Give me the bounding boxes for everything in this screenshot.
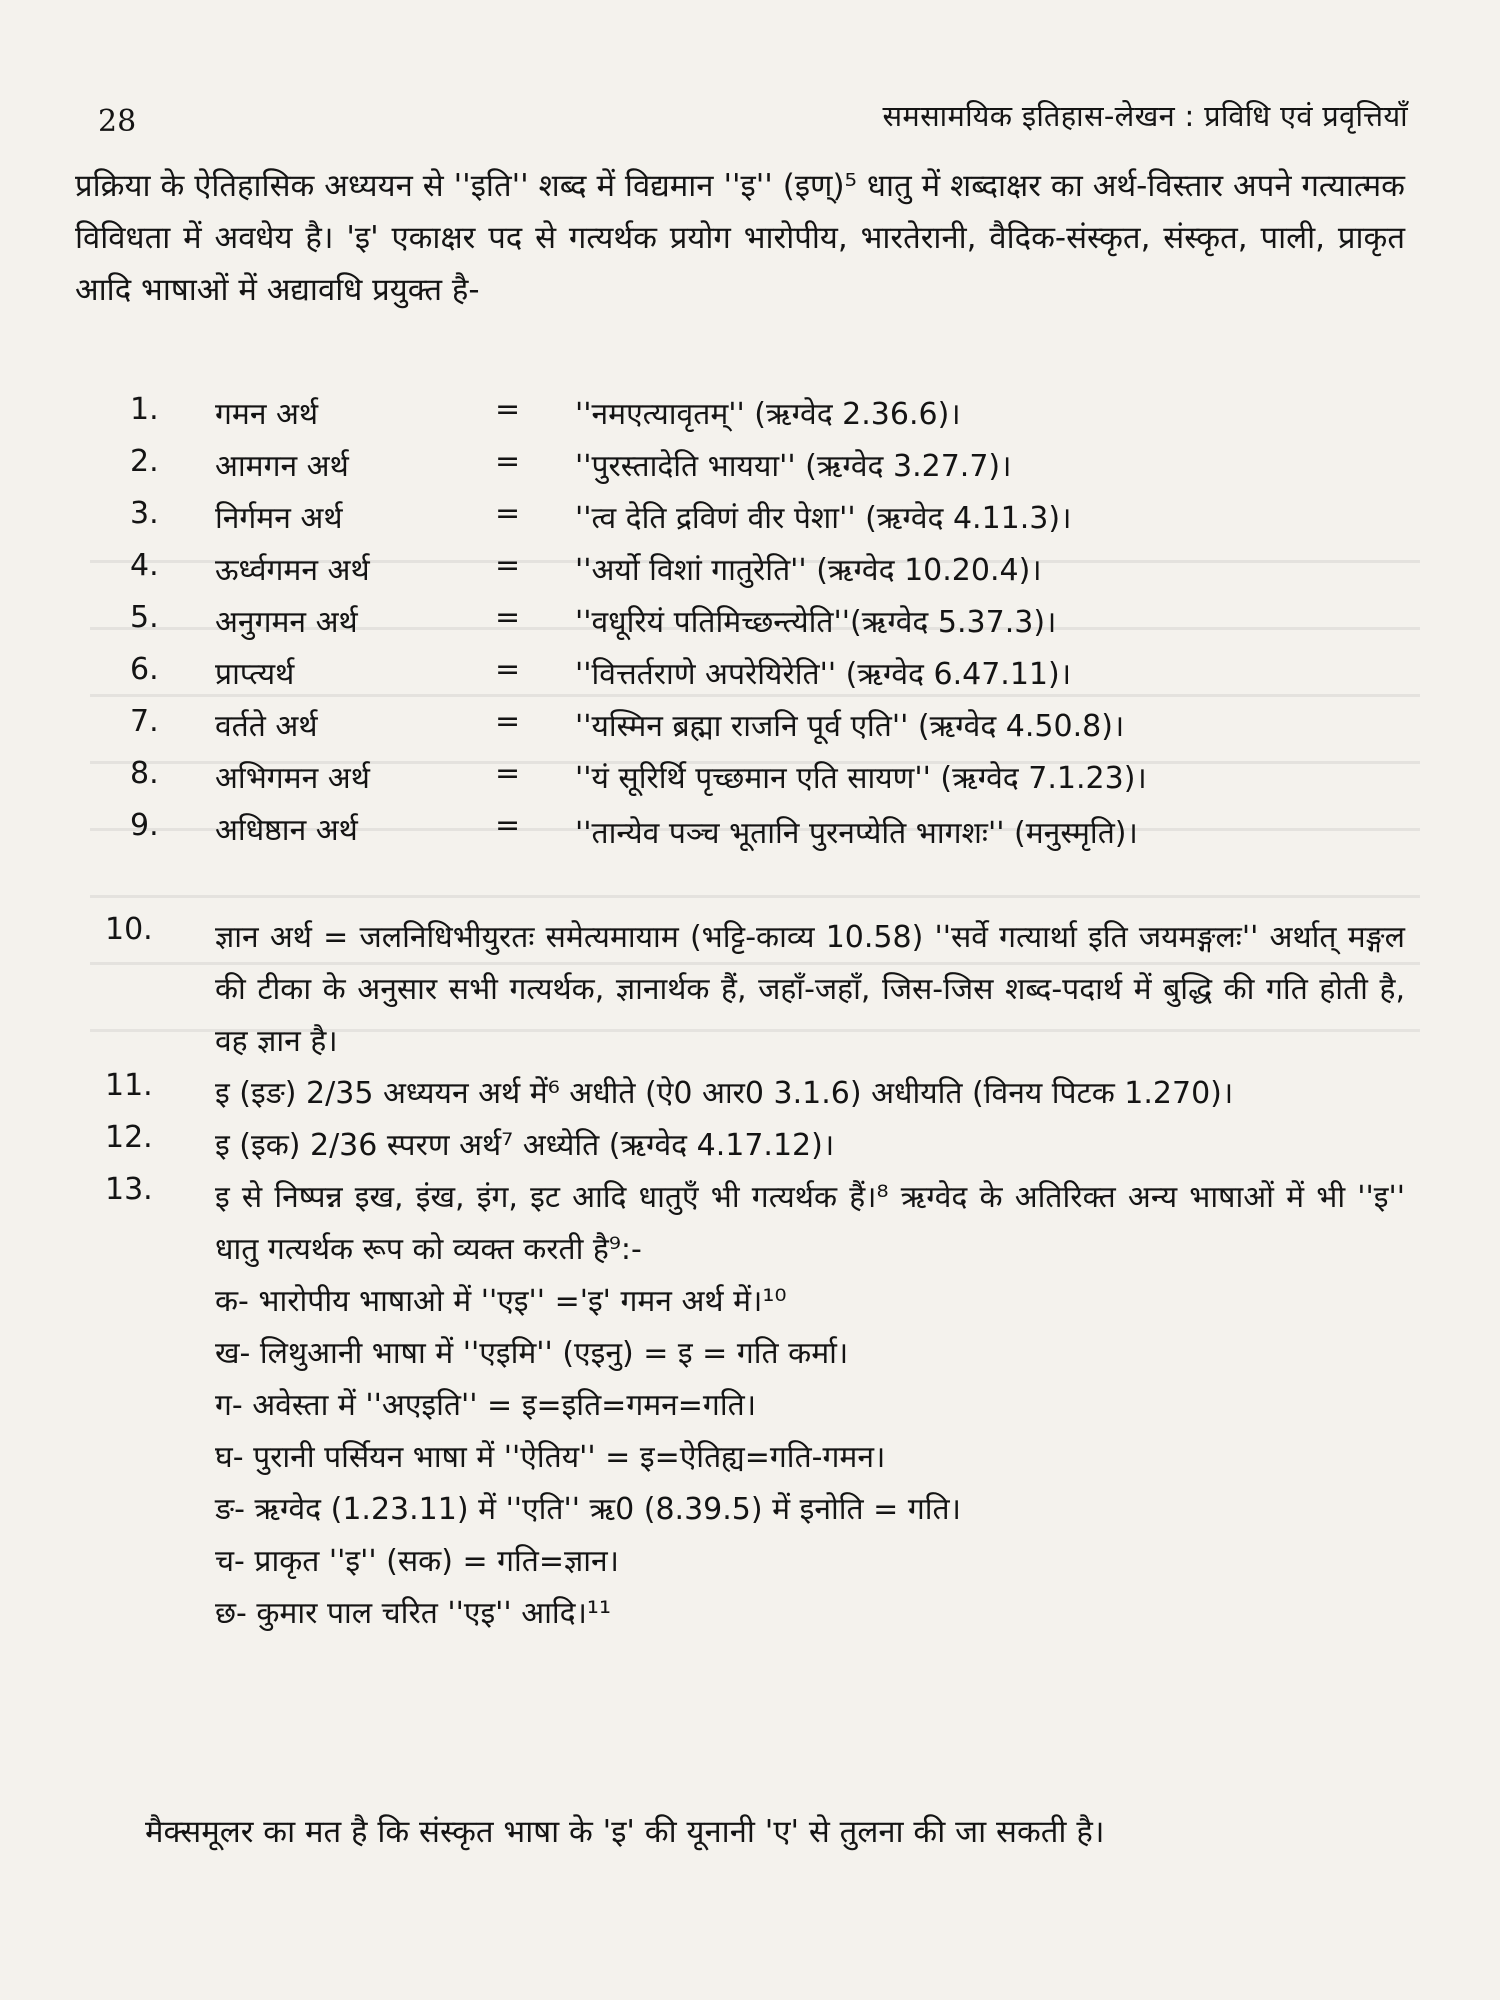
- closing-paragraph: मैक्समूलर का मत है कि संस्कृत भाषा के 'इ' की यूनानी 'ए' से तुलना की जा सकती है।: [145, 1814, 1105, 1850]
- meaning-list: [75, 392, 1405, 1640]
- equals-sign: =: [495, 652, 521, 687]
- item-citation: ''यं सूरिर्थि पृच्छमान एति सायण'' (ऋग्वेद 7.1.23)।: [575, 761, 1147, 796]
- item-text: इ (इङ) 2/35 अध्ययन अर्थ में⁶ अधीते (ऐ0 आर0 3.1.6) अधीयति (विनय पिटक 1.270)।: [215, 1076, 1234, 1111]
- item-citation: ''वधूरियं पतिमिच्छन्त्येति''(ऋग्वेद 5.37.3)।: [575, 605, 1057, 640]
- item-number: 11.: [105, 1068, 153, 1103]
- item-number: 9.: [130, 808, 159, 843]
- item-citation: ''अर्यो विशां गातुरेति'' (ऋग्वेद 10.20.4)।: [575, 553, 1042, 588]
- sublist-item: छ- कुमार पाल चरित ''एइ'' आदि।¹¹: [215, 1596, 611, 1631]
- item-number: 12.: [105, 1120, 153, 1155]
- item-number: 10.: [105, 912, 153, 947]
- item-text: ज्ञान अर्थ = जलनिधिभीयुरतः समेत्यमायाम (भट्टि-काव्य 10.58) ''सर्वे गत्यार्था इति जयमङ्गलः'' अर्थात् मङ्गल की टीका के अनुसार सभी गत्यर्थक, ज्ञानार्थक हैं, जहाँ-जहाँ, जिस-जिस शब्द-पदार्थ में बुद्धि की गति होती है, वह ज्ञान है।: [215, 920, 1405, 1059]
- item-number: 8.: [130, 756, 159, 791]
- list-item: [75, 1120, 1405, 1172]
- sublist-item: क- भारोपीय भाषाओ में ''एइ'' ='इ' गमन अर्थ में।¹⁰: [215, 1284, 787, 1319]
- item-number: 5.: [130, 600, 159, 635]
- list-item: [75, 756, 1405, 808]
- intro-paragraph: प्रक्रिया के ऐतिहासिक अध्ययन से ''इति'' शब्द में विद्यमान ''इ'' (इण्)⁵ धातु में शब्दाक्षर का अर्थ-विस्तार अपने गत्यात्मक विविधता में अवधेय है। 'इ' एकाक्षर पद से गत्यर्थक प्रयोग भारोपीय, भारतेरानी, वैदिक-संस्कृत, संस्कृत, पाली, प्राकृत आदि भाषाओं में अद्यावधि प्रयुक्त है-: [75, 168, 1405, 308]
- equals-sign: =: [495, 496, 521, 531]
- list-item: [75, 1172, 1405, 1640]
- list-item: [75, 652, 1405, 704]
- item-label: आमगन अर्थ: [215, 449, 349, 484]
- item-label: वर्तते अर्थ: [215, 709, 318, 744]
- list-item: [75, 444, 1405, 496]
- item-label: प्राप्त्यर्थ: [215, 657, 295, 692]
- sublist-item: घ- पुरानी पर्सियन भाषा में ''ऐतिय'' = इ=ऐतिह्य=गति-गमन।: [215, 1440, 886, 1475]
- list-item: [75, 496, 1405, 548]
- item-citation: ''वित्तर्तराणे अपरेयिरेति'' (ऋग्वेद 6.47.11)।: [575, 657, 1072, 692]
- list-item: [75, 808, 1405, 912]
- list-item: [75, 548, 1405, 600]
- sublist-item: ग- अवेस्ता में ''अएइति'' = इ=इति=गमन=गति।: [215, 1388, 757, 1423]
- item-number: 2.: [130, 444, 159, 479]
- item-citation: ''पुरस्तादेति भायया'' (ऋग्वेद 3.27.7)।: [575, 449, 1012, 484]
- item-label: ऊर्ध्वगमन अर्थ: [215, 553, 370, 588]
- item-number: 1.: [130, 392, 159, 427]
- item-citation: ''यस्मिन ब्रह्मा राजनि पूर्व एति'' (ऋग्वेद 4.50.8)।: [575, 709, 1125, 744]
- sublist-item: ख- लिथुआनी भाषा में ''एइमि'' (एइनु) = इ = गति कर्मा।: [215, 1336, 849, 1371]
- item-citation: ''नमएत्यावृतम्'' (ऋग्वेद 2.36.6)।: [575, 397, 961, 432]
- list-item: [75, 392, 1405, 444]
- language-sublist: [215, 1276, 1405, 1640]
- item-number: 3.: [130, 496, 159, 531]
- equals-sign: =: [495, 808, 521, 843]
- item-number: 7.: [130, 704, 159, 739]
- sublist-item: च- प्राकृत ''इ'' (सक) = गति=ज्ञान।: [215, 1544, 620, 1579]
- item-label: अनुगमन अर्थ: [215, 605, 358, 640]
- list-item: [75, 912, 1405, 1068]
- item-citation: ''तान्येव पञ्च भूतानि पुरनप्येति भागशः'' (मनुस्मृति)।: [575, 816, 1138, 851]
- item-label: गमन अर्थ: [215, 397, 319, 432]
- item-label: निर्गमन अर्थ: [215, 501, 343, 536]
- item-text: इ (इक) 2/36 स्परण अर्थ⁷ अध्येति (ऋग्वेद 4.17.12)।: [215, 1128, 835, 1163]
- list-item: [75, 1068, 1405, 1120]
- equals-sign: =: [495, 600, 521, 635]
- list-item: [75, 704, 1405, 756]
- item-number: 13.: [105, 1172, 153, 1207]
- item-label: अभिगमन अर्थ: [215, 761, 370, 796]
- equals-sign: =: [495, 392, 521, 427]
- equals-sign: =: [495, 548, 521, 583]
- equals-sign: =: [495, 444, 521, 479]
- list-item: [75, 600, 1405, 652]
- equals-sign: =: [495, 756, 521, 791]
- item-number: 4.: [130, 548, 159, 583]
- item-text: इ से निष्पन्न इख, इंख, इंग, इट आदि धातुएँ भी गत्यर्थक हैं।⁸ ऋग्वेद के अतिरिक्त अन्य भाषाओं में भी ''इ'' धातु गत्यर्थक रूप को व्यक्त करती है⁹:-: [215, 1180, 1405, 1267]
- page-number: 28: [98, 104, 137, 139]
- running-title: समसामयिक इतिहास-लेखन : प्रविधि एवं प्रवृत्तियाँ: [882, 99, 1408, 133]
- item-citation: ''त्व देति द्रविणं वीर पेशा'' (ऋग्वेद 4.11.3)।: [575, 501, 1072, 536]
- page-header: [98, 96, 1408, 146]
- item-number: 6.: [130, 652, 159, 687]
- sublist-item: ङ- ऋग्वेद (1.23.11) में ''एति'' ऋ0 (8.39.5) में इनोति = गति।: [215, 1492, 961, 1527]
- item-label: अधिष्ठान अर्थ: [215, 813, 358, 848]
- equals-sign: =: [495, 704, 521, 739]
